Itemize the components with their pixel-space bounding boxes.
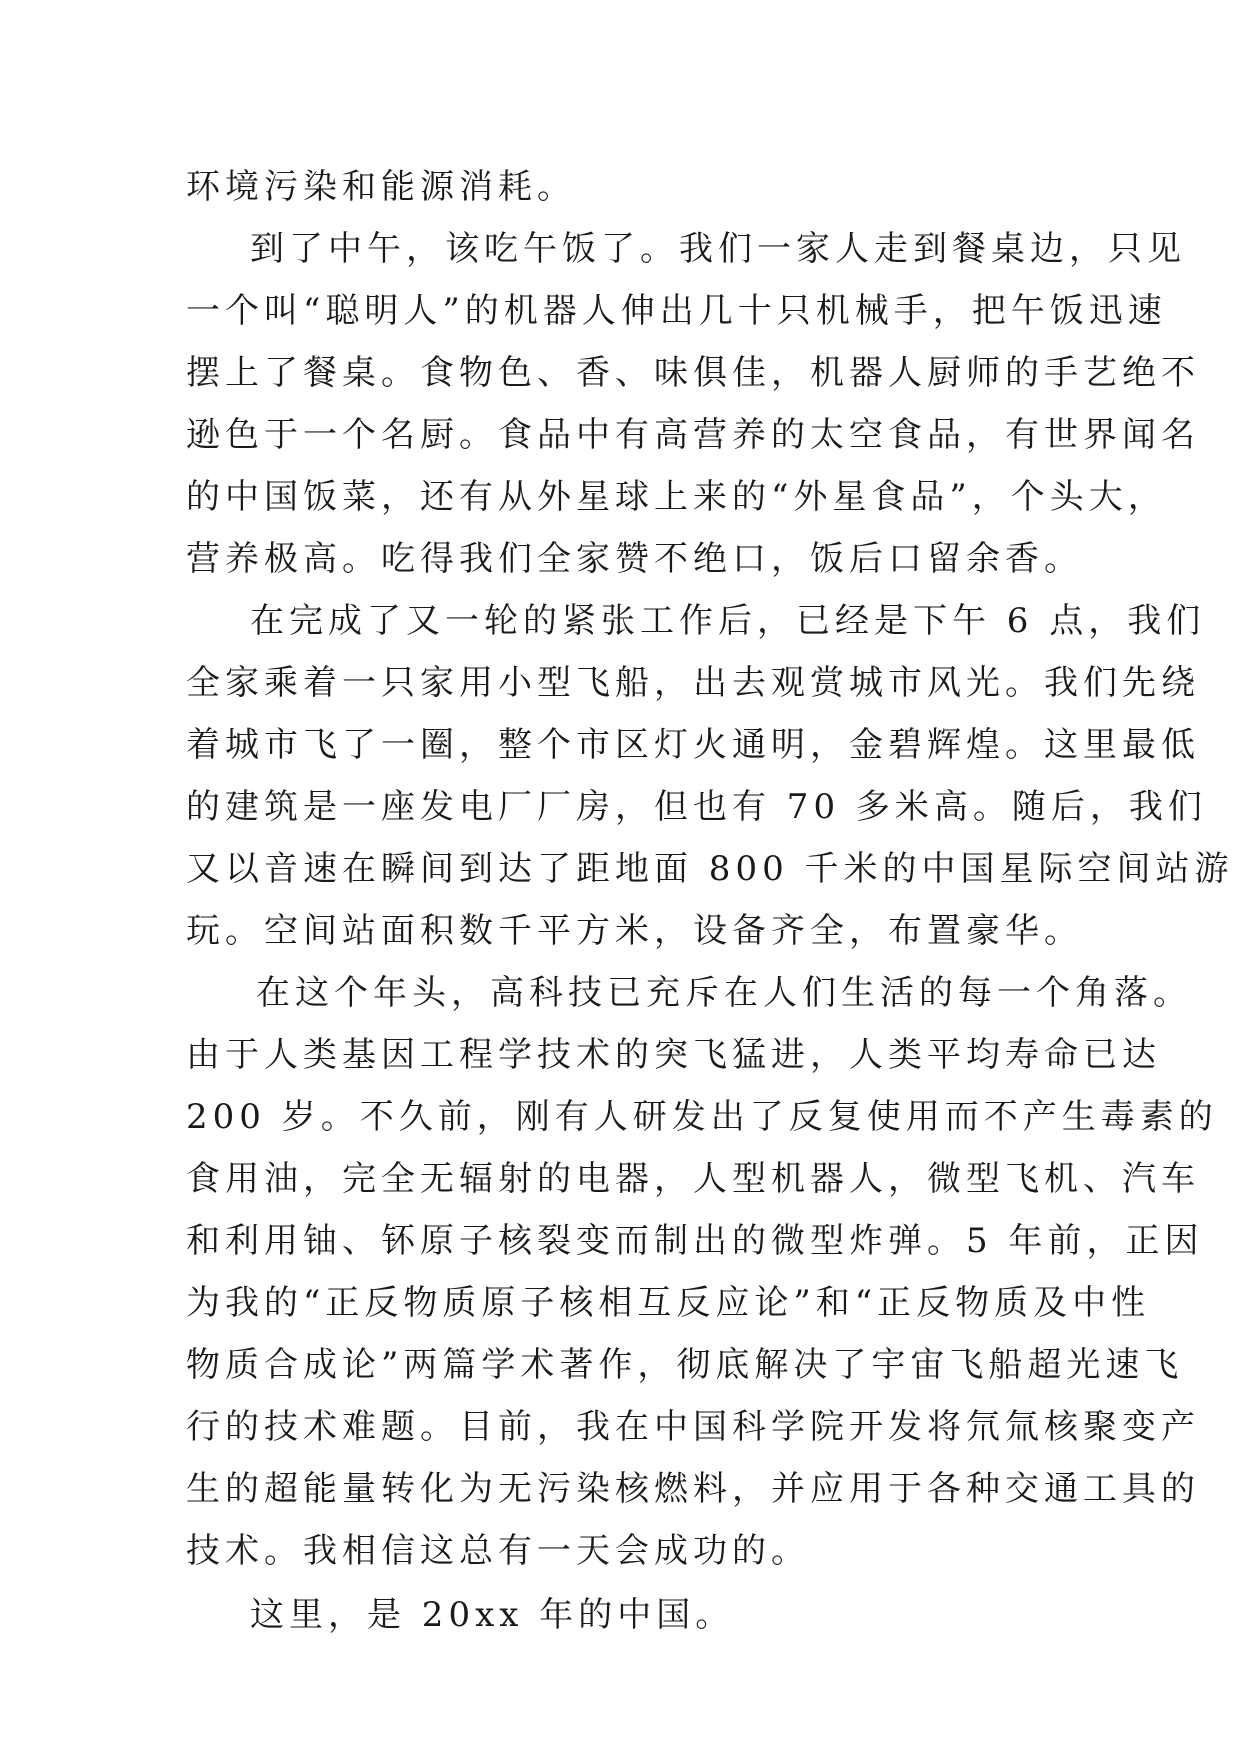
text-line: 和利用铀、钚原子核裂变而制出的微型炸弹。5 年前，正因 xyxy=(186,1221,1204,1261)
text-line: 行的技术难题。目前，我在中国科学院开发将氘氚核聚变产 xyxy=(186,1407,1200,1447)
text-line: 全家乘着一只家用小型飞船，出去观赏城市风光。我们先绕 xyxy=(186,663,1200,703)
text-line: 营养极高。吃得我们全家赞不绝口，饭后口留余香。 xyxy=(186,539,1083,579)
text-line: 环境污染和能源消耗。 xyxy=(186,167,576,207)
paragraph-start-line: 在完成了又一轮的紧张工作后，已经是下午 6 点，我们 xyxy=(250,601,1206,641)
text-line: 生的超能量转化为无污染核燃料，并应用于各种交通工具的 xyxy=(186,1469,1200,1509)
text-line: 由于人类基因工程学技术的突飞猛进，人类平均寿命已达 xyxy=(186,1035,1161,1075)
paragraph-start-line: 在这个年头，高科技已充斥在人们生活的每一个角落。 xyxy=(256,973,1192,1013)
text-line: 为我的“正反物质原子核相互反应论”和“正反物质及中性 xyxy=(186,1283,1151,1323)
text-line: 一个叫“聪明人”的机器人伸出几十只机械手，把午饭迅速 xyxy=(186,291,1167,331)
paragraph-start-line: 这里，是 20xx 年的中国。 xyxy=(250,1595,735,1635)
text-line: 玩。空间站面积数千平方米，设备齐全，布置豪华。 xyxy=(186,911,1083,951)
text-line: 的中国饭菜，还有从外星球上来的“外星食品”，个头大， xyxy=(186,477,1167,517)
text-line: 的建筑是一座发电厂厂房，但也有 70 多米高。随后，我们 xyxy=(186,787,1207,827)
text-line: 逊色于一个名厨。食品中有高营养的太空食品，有世界闻名 xyxy=(186,415,1200,455)
text-line: 食用油，完全无辐射的电器，人型机器人，微型飞机、汽车 xyxy=(186,1159,1200,1199)
text-line: 技术。我相信这总有一天会成功的。 xyxy=(186,1531,810,1571)
text-line: 着城市飞了一圈，整个市区灯火通明，金碧辉煌。这里最低 xyxy=(186,725,1200,765)
text-line: 200 岁。不久前，刚有人研发出了反复使用而不产生毒素的 xyxy=(186,1097,1218,1137)
text-line: 物质合成论”两篇学术著作，彻底解决了宇宙飞船超光速飞 xyxy=(186,1345,1184,1385)
text-line: 又以音速在瞬间到达了距地面 800 千米的中国星际空间站游 xyxy=(186,849,1234,889)
text-line: 摆上了餐桌。食物色、香、味俱佳，机器人厨师的手艺绝不 xyxy=(186,353,1200,393)
paragraph-start-line: 到了中午，该吃午饭了。我们一家人走到餐桌边，只见 xyxy=(250,229,1186,269)
body-text xyxy=(186,156,1234,1646)
